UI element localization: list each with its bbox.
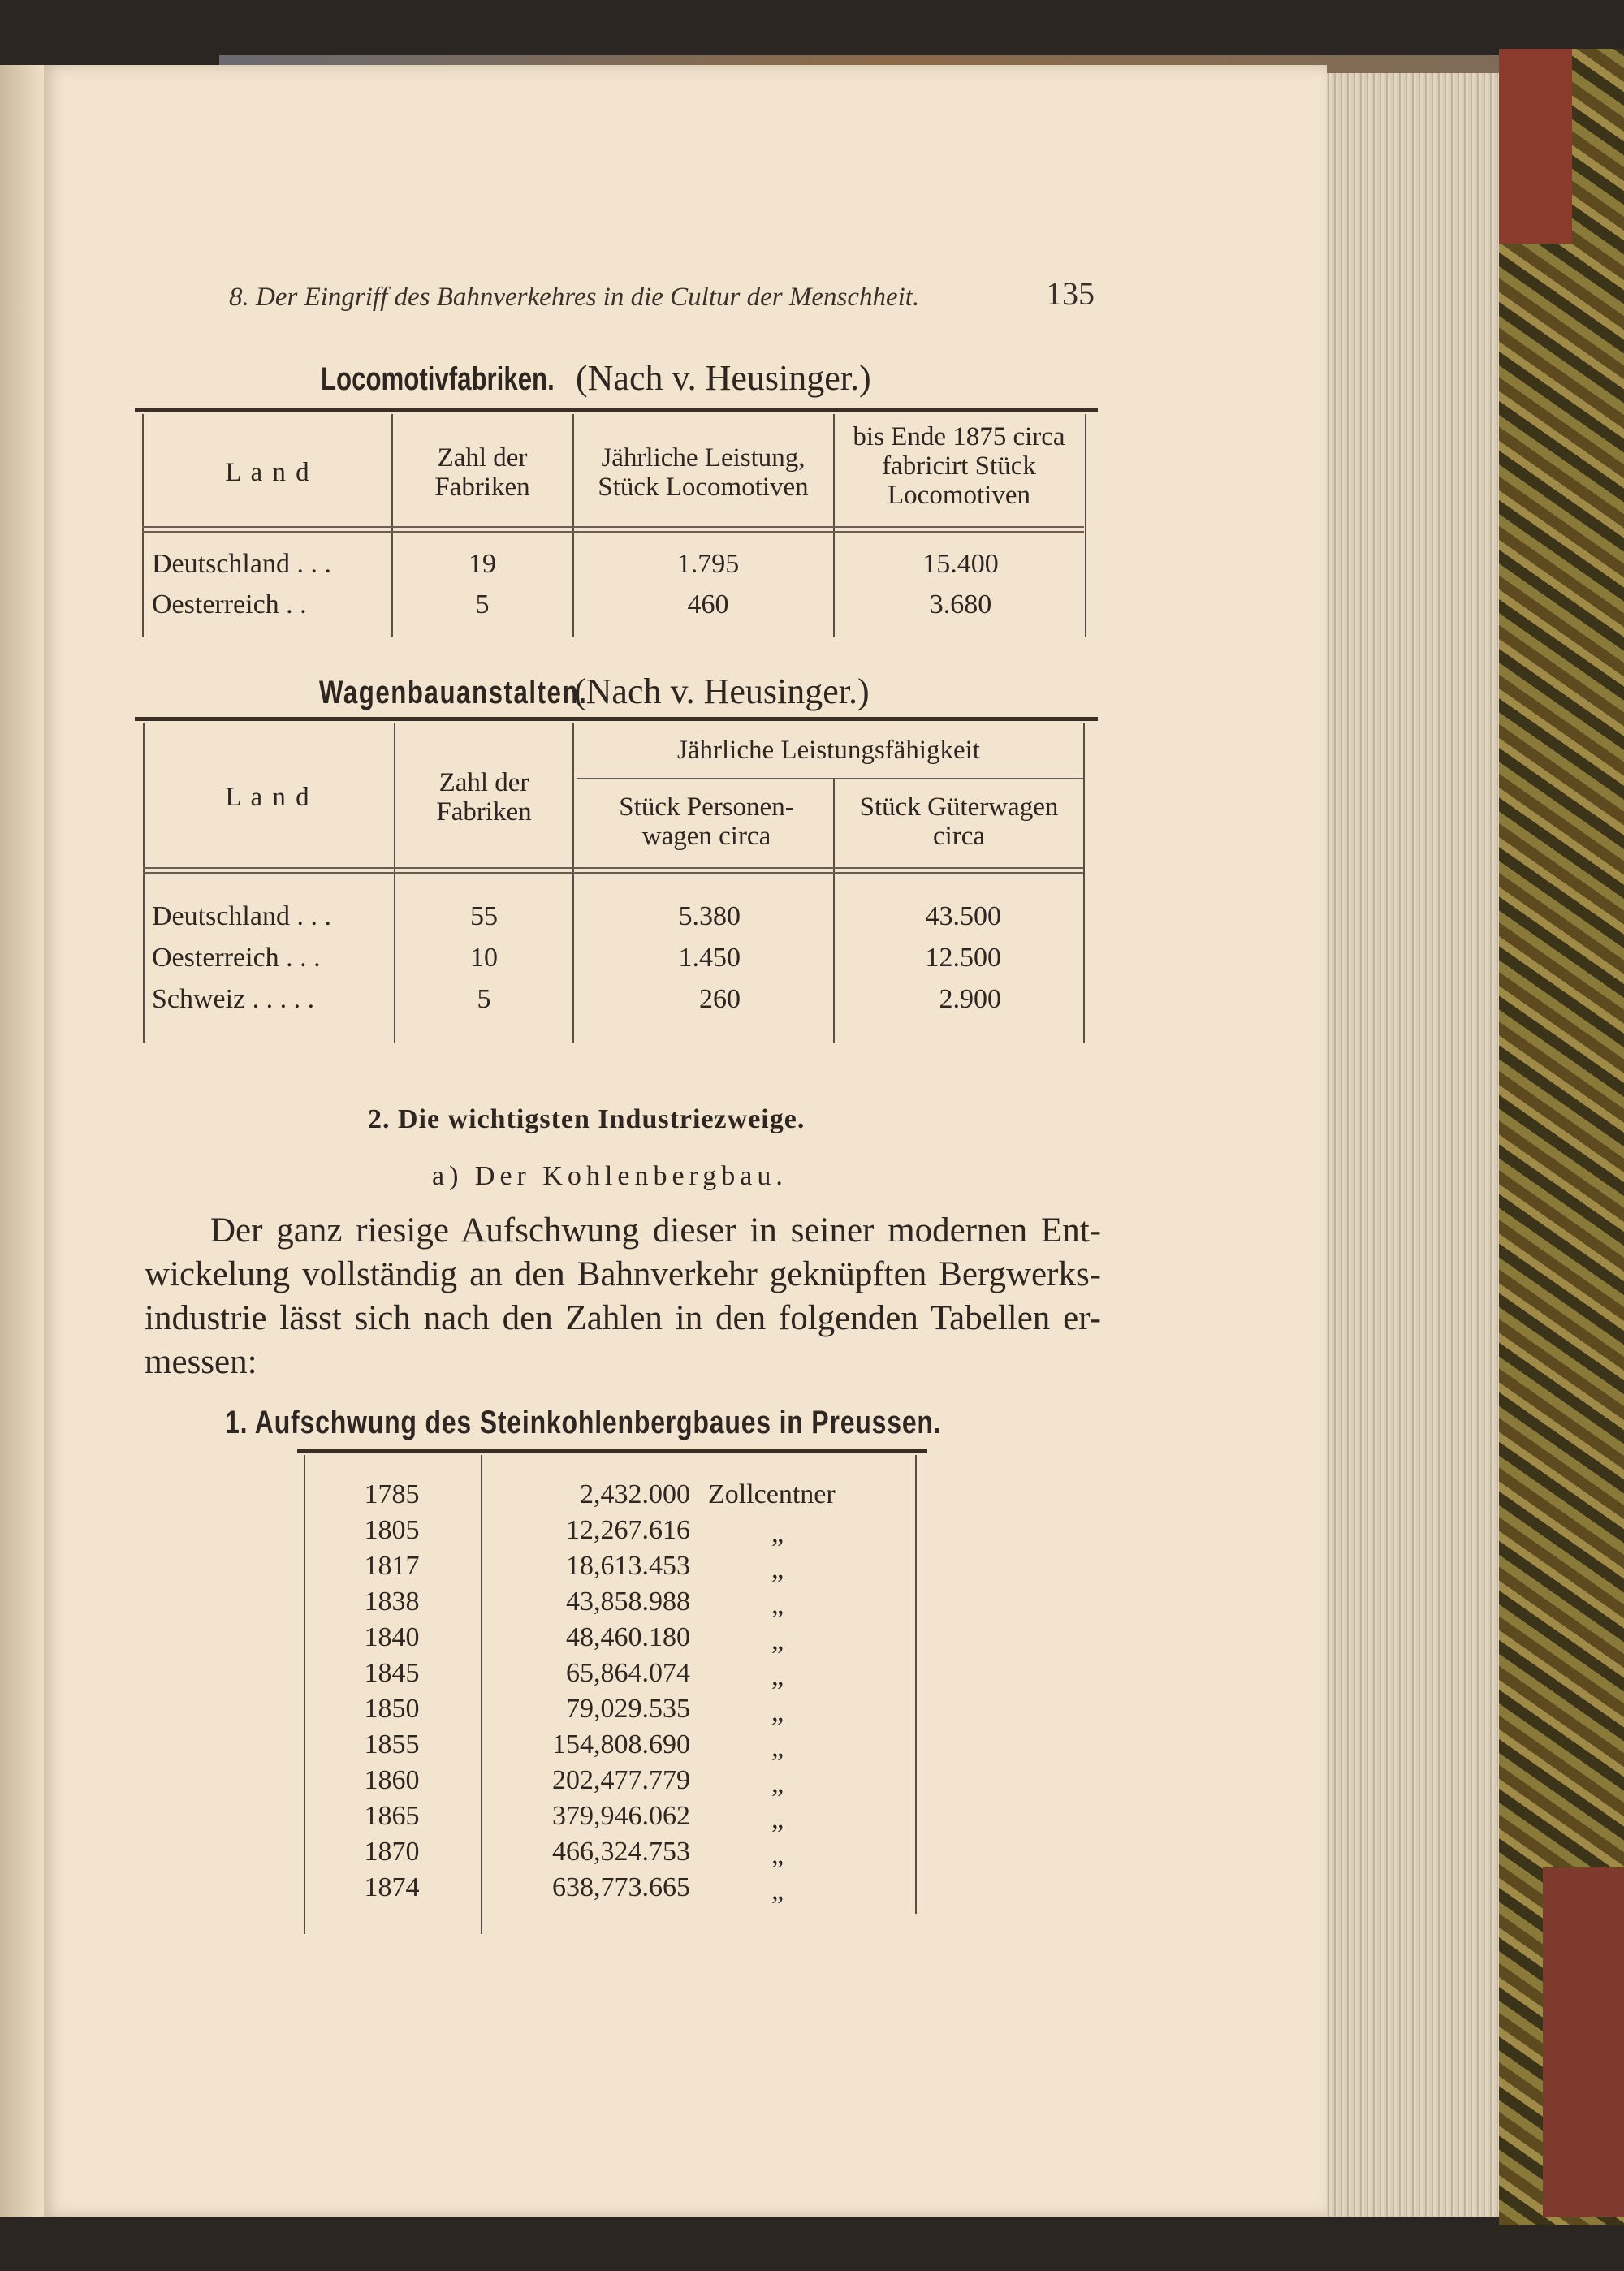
header-zahl-fabriken: Zahl der Fabriken xyxy=(436,768,532,827)
cell-land: Oesterreich . . xyxy=(152,589,307,620)
col-line xyxy=(1083,723,1085,1043)
cell-personenwagen: 1.450 xyxy=(678,943,741,973)
paragraph-line: messen: xyxy=(145,1343,257,1381)
table2-title xyxy=(319,671,870,712)
cell-ditto: „ xyxy=(771,1518,784,1548)
header-personenwagen: Stück Personen-wagen circa xyxy=(619,792,794,851)
cell-ditto: „ xyxy=(771,1697,784,1727)
cell-value: 48,460.180 xyxy=(566,1622,690,1652)
page-number: 135 xyxy=(1046,275,1095,312)
facing-page-edge xyxy=(0,65,45,2217)
col-line xyxy=(915,1455,917,1914)
cell-value: 18,613.453 xyxy=(566,1551,690,1581)
col-line xyxy=(304,1455,305,1934)
cell-gueterwagen: 12.500 xyxy=(925,943,1001,973)
cell-value: 202,477.779 xyxy=(552,1765,690,1795)
header-rule xyxy=(143,872,1083,874)
table-top-rule xyxy=(135,408,1098,412)
cell-bis1875: 3.680 xyxy=(929,589,992,620)
header-gueterwagen: Stück Güterwagen circa xyxy=(859,792,1059,851)
cell-year: 1817 xyxy=(364,1551,420,1581)
col-line xyxy=(143,723,145,1043)
cell-land: Deutschland . . . xyxy=(152,549,331,579)
cell-year: 1860 xyxy=(364,1765,420,1795)
cell-ditto: „ xyxy=(771,1804,784,1834)
cell-ditto: „ xyxy=(771,1661,784,1691)
table2-title-source: (Nach v. Heusinger.) xyxy=(574,671,870,711)
header-leistungsfaehigkeit: Jährliche Leistungsfähigkeit xyxy=(677,736,980,765)
cell-value: 79,029.535 xyxy=(566,1694,690,1724)
cell-year: 1850 xyxy=(364,1694,420,1724)
cell-fabriken: 19 xyxy=(469,549,496,579)
page-edges xyxy=(1325,73,1499,2217)
cell-year: 1838 xyxy=(364,1587,420,1617)
cell-ditto: „ xyxy=(771,1733,784,1763)
table-top-rule xyxy=(135,717,1098,721)
cell-value: 154,808.690 xyxy=(552,1729,690,1759)
cell-value: 2,432.000 xyxy=(580,1479,690,1509)
header-rule xyxy=(142,526,1084,528)
paragraph-line: industrie lässt sich nach den Zahlen in den folgenden Tabellen er- xyxy=(145,1299,1101,1337)
table3-title: 1. Aufschwung des Steinkohlenbergbaues in Preussen. xyxy=(225,1405,942,1440)
table1-title-bold: Locomotivfabriken. xyxy=(321,361,555,397)
cell-ditto: „ xyxy=(771,1840,784,1870)
header-bis-1875: bis Ende 1875 circa fabricirt Stück Locomotiven xyxy=(853,422,1065,510)
header-rule xyxy=(143,867,1083,869)
cell-bis1875: 15.400 xyxy=(922,549,999,579)
table1-title-source: (Nach v. Heusinger.) xyxy=(576,358,871,398)
cell-land: Oesterreich . . . xyxy=(152,943,321,973)
cell-value: 379,946.062 xyxy=(552,1801,690,1831)
cell-value: 12,267.616 xyxy=(566,1515,690,1545)
subsection-heading: a) Der Kohlenbergbau. xyxy=(432,1161,788,1191)
cell-personenwagen: 5.380 xyxy=(678,901,741,931)
col-line xyxy=(481,1455,482,1934)
header-land: L a n d xyxy=(225,783,311,812)
cell-value: 638,773.665 xyxy=(552,1872,690,1902)
cell-year: 1845 xyxy=(364,1658,420,1688)
cell-ditto: „ xyxy=(771,1768,784,1798)
cell-value: 466,324.753 xyxy=(552,1837,690,1867)
cover-corner-bottom xyxy=(1543,1867,1624,2217)
cell-land: Deutschland . . . xyxy=(152,901,331,931)
cell-leistung: 1.795 xyxy=(676,549,740,579)
group-rule xyxy=(577,778,1083,779)
cell-year: 1805 xyxy=(364,1515,420,1545)
cell-ditto: „ xyxy=(771,1590,784,1620)
cell-ditto: „ xyxy=(771,1876,784,1906)
cover-corner-top xyxy=(1499,49,1572,244)
cell-gueterwagen: 2.900 xyxy=(939,984,1001,1014)
cell-fabriken: 10 xyxy=(470,943,498,973)
header-land: L a n d xyxy=(225,458,311,487)
cell-gueterwagen: 43.500 xyxy=(925,901,1001,931)
running-header: 8. Der Eingriff des Bahnverkehres in die Cultur der Menschheit. xyxy=(229,283,920,312)
table1-title xyxy=(321,357,871,399)
paragraph-line: wickelung vollständig an den Bahnverkehr geknüpften Bergwerks- xyxy=(145,1255,1101,1293)
header-jaehrliche-leistung: Jährliche Leistung, Stück Locomotiven xyxy=(598,443,809,502)
cell-year: 1874 xyxy=(364,1872,420,1902)
cell-year: 1865 xyxy=(364,1801,420,1831)
cell-year: 1870 xyxy=(364,1837,420,1867)
paragraph-line: Der ganz riesige Aufschwung dieser in seiner modernen Ent- xyxy=(210,1211,1101,1250)
header-rule xyxy=(142,531,1084,533)
cell-value: 43,858.988 xyxy=(566,1587,690,1617)
cell-personenwagen: 260 xyxy=(699,984,741,1014)
section-heading: 2. Die wichtigsten Industriezweige. xyxy=(368,1104,806,1134)
header-zahl-fabriken: Zahl der Fabriken xyxy=(434,443,530,502)
cell-year: 1840 xyxy=(364,1622,420,1652)
cell-value: 65,864.074 xyxy=(566,1658,690,1688)
table-top-rule xyxy=(297,1449,927,1453)
table2-title-bold: Wagenbauanstalten. xyxy=(319,675,588,710)
cell-land: Schweiz . . . . . xyxy=(152,984,315,1014)
cell-ditto: „ xyxy=(771,1554,784,1584)
cell-leistung: 460 xyxy=(687,589,729,620)
cell-fabriken: 5 xyxy=(477,984,491,1014)
cell-unit: Zollcentner xyxy=(708,1479,836,1509)
cell-fabriken: 55 xyxy=(470,901,498,931)
cell-year: 1785 xyxy=(364,1479,420,1509)
cell-ditto: „ xyxy=(771,1626,784,1656)
cell-fabriken: 5 xyxy=(475,589,490,620)
cell-year: 1855 xyxy=(364,1729,420,1759)
